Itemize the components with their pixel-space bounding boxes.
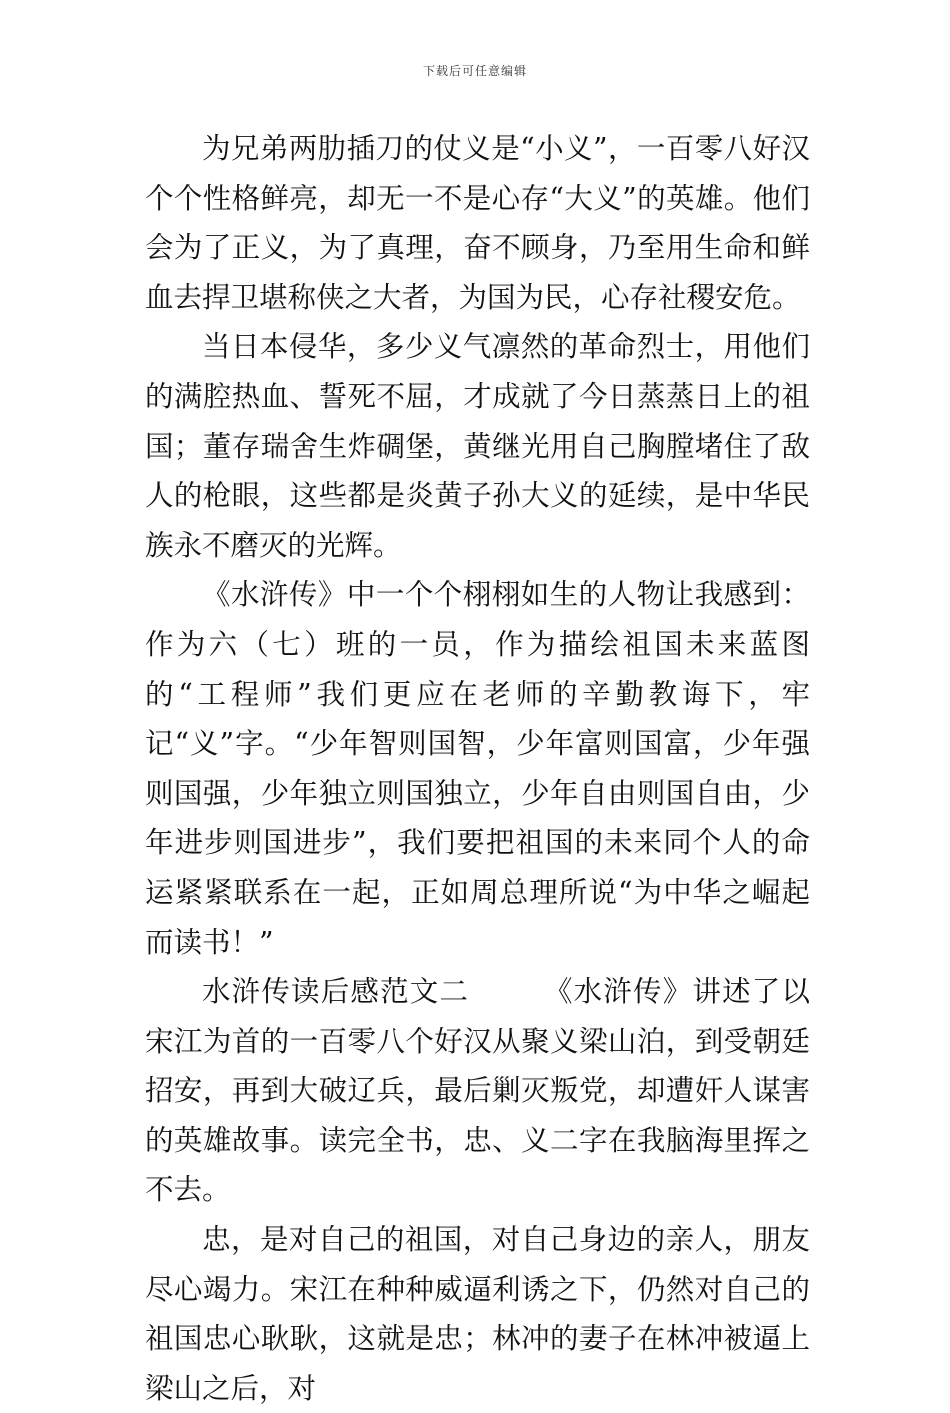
paragraph-1: 为兄弟两肋插刀的仗义是“小义”，一百零八好汉个个性格鲜亮，却无一不是心存“大义”的英雄。他们会为了正义，为了真理，奋不顾身，乃至用生命和鲜血去捍卫堪称侠之大者，为国为民，心存社稷安危。 [145,132,810,314]
document-body [145,124,810,1413]
paragraph-3: 《水浒传》中一个个栩栩如生的人物让我感到：作为六（七）班的一员，作为描绘祖国未来蓝图的“工程师”我们更应在老师的辛勤教诲下，牢记“义”字。“少年智则国智，少年富则国富，少年强则国强，少年独立则国独立，少年自由则国自由，少年进步则国进步”，我们要把祖国的未来同个人的命运紧紧联系在一起，正如周总理所说“为中华之崛起而读书！” [145,578,810,959]
paragraph-4: 水浒传读后感范文二 《水浒传》讲述了以宋江为首的一百零八个好汉从聚义梁山泊，到受朝廷招安，再到大破辽兵，最后剿灭叛党，却遭奸人谋害的英雄故事。读完全书，忠、义二字在我脑海里挥之不去。 [145,975,810,1207]
paragraph-5: 忠，是对自己的祖国，对自己身边的亲人，朋友尽心竭力。宋江在种种威逼利诱之下，仍然对自己的祖国忠心耿耿，这就是忠；林冲的妻子在林冲被逼上梁山之后，对 [145,1223,810,1405]
page-header: 下载后可任意编辑 [422,64,527,78]
paragraph-2: 当日本侵华，多少义气凛然的革命烈士，用他们的满腔热血、誓死不屈，才成就了今日蒸蒸日上的祖国；董存瑞舍生炸碉堡，黄继光用自己胸膛堵住了敌人的枪眼，这些都是炎黄子孙大义的延续，是中华民族永不磨灭的光辉。 [145,330,810,562]
